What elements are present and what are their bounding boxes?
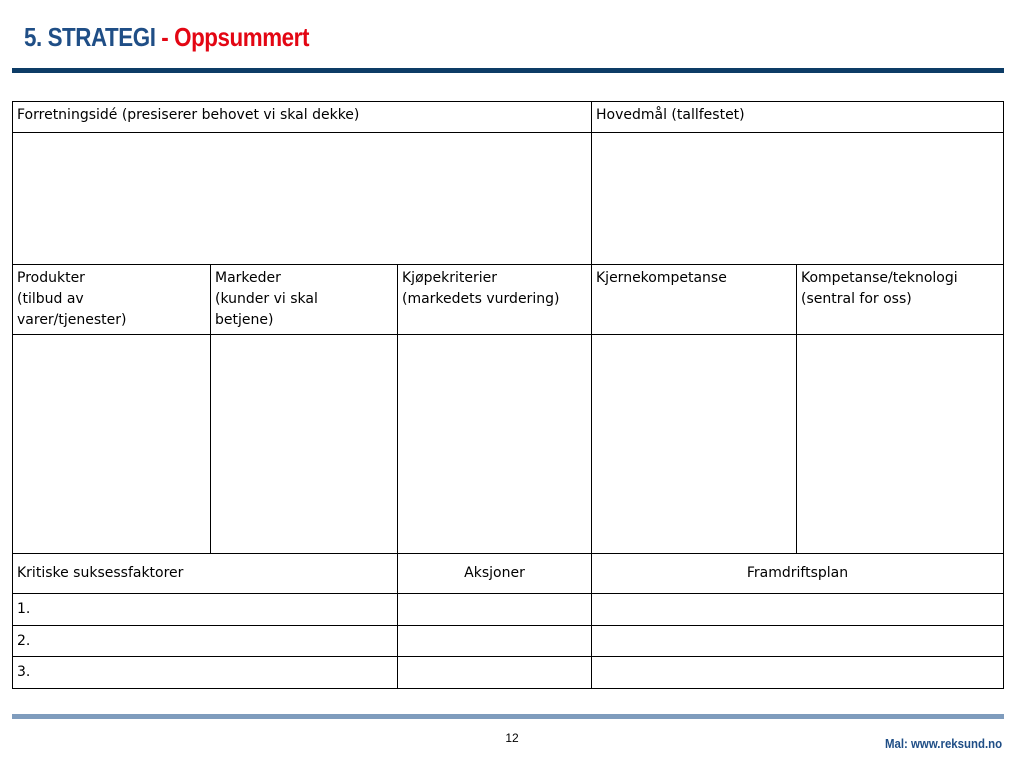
progress-plan-label: Framdriftsplan	[746, 565, 849, 581]
row-number: 3.	[17, 664, 31, 680]
core-competence-label: Kjernekompetanse	[596, 270, 727, 286]
purchase-criteria-label: Kjøpekriterier	[402, 270, 498, 286]
page-title	[24, 22, 309, 53]
critical-success-factors-header	[13, 554, 398, 594]
row-number: 2.	[17, 632, 31, 649]
core-competence-cell[interactable]	[592, 335, 797, 554]
markets-desc-2: betjene)	[215, 312, 274, 328]
row-number: 1.	[17, 601, 31, 617]
action-cell-2[interactable]	[398, 626, 592, 657]
purchase-criteria-cell[interactable]	[398, 335, 592, 554]
action-cell-3[interactable]	[398, 657, 592, 689]
purchase-criteria-header	[398, 265, 592, 335]
products-cell[interactable]	[13, 335, 211, 554]
purchase-criteria-desc: (markedets vurdering)	[402, 291, 560, 307]
title-main: 5. STRATEGI	[24, 22, 156, 52]
footer-divider	[12, 714, 1004, 719]
title-subtitle: Oppsummert	[174, 22, 309, 52]
markets-cell[interactable]	[211, 335, 398, 554]
business-idea-label: Forretningsidé (presiserer behovet vi skal dekke)	[17, 107, 360, 123]
main-goal-header	[592, 102, 1004, 133]
progress-plan-header	[592, 554, 1004, 594]
progress-plan-cell-2[interactable]	[592, 626, 1004, 657]
competence-technology-header	[797, 265, 1004, 335]
template-link[interactable]: Mal: www.reksund.no	[884, 736, 1002, 751]
products-label: Produkter	[17, 270, 85, 286]
competence-technology-cell[interactable]	[797, 335, 1004, 554]
actions-label: Aksjoner	[464, 565, 525, 581]
page-number: 12	[505, 731, 519, 745]
success-factor-row-3[interactable]	[13, 657, 398, 689]
title-separator: -	[155, 22, 175, 52]
products-desc-2: varer/tjenester)	[17, 312, 127, 328]
markets-header	[211, 265, 398, 335]
main-goal-label: Hovedmål (tallfestet)	[596, 107, 745, 123]
markets-label: Markeder	[215, 270, 281, 286]
core-competence-header	[592, 265, 797, 335]
actions-header	[398, 554, 592, 594]
critical-success-factors-label: Kritiske suksessfaktorer	[17, 565, 184, 581]
business-idea-cell[interactable]	[13, 133, 592, 265]
action-cell-1[interactable]	[398, 594, 592, 626]
success-factor-row-1[interactable]	[13, 594, 398, 626]
main-goal-cell[interactable]	[592, 133, 1004, 265]
business-idea-header	[13, 102, 592, 133]
competence-technology-label: Kompetanse/teknologi	[801, 270, 958, 286]
progress-plan-cell-3[interactable]	[592, 657, 1004, 689]
header-divider	[12, 68, 1004, 73]
products-desc-1: (tilbud av	[17, 291, 84, 307]
markets-desc-1: (kunder vi skal	[215, 291, 318, 307]
strategy-table	[12, 101, 1004, 689]
products-header	[13, 265, 211, 335]
progress-plan-cell-1[interactable]	[592, 594, 1004, 626]
success-factor-row-2[interactable]	[13, 626, 398, 657]
competence-technology-desc: (sentral for oss)	[801, 291, 912, 307]
